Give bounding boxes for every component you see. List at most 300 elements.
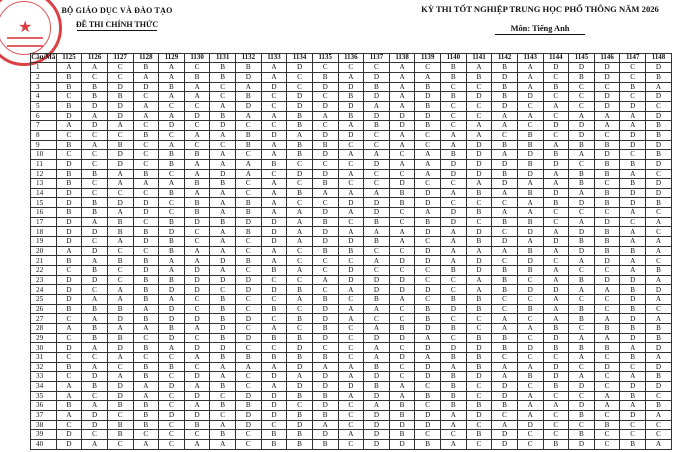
answer-cell: D bbox=[569, 227, 595, 237]
answer-cell: A bbox=[56, 63, 82, 73]
answer-cell: A bbox=[620, 227, 646, 237]
answer-cell: A bbox=[543, 401, 569, 411]
answer-cell: B bbox=[594, 324, 620, 334]
answer-cell: A bbox=[389, 72, 415, 82]
answer-cell: C bbox=[287, 159, 313, 169]
answer-cell: D bbox=[517, 285, 543, 295]
answer-cell: D bbox=[364, 92, 390, 102]
answer-cell: C bbox=[620, 430, 646, 440]
answer-cell: C bbox=[646, 208, 672, 218]
answer-cell: B bbox=[107, 420, 133, 430]
answer-cell: B bbox=[364, 121, 390, 131]
answer-cell: C bbox=[569, 420, 595, 430]
answer-cell: A bbox=[236, 111, 262, 121]
answer-cell: C bbox=[492, 410, 518, 420]
table-row bbox=[31, 381, 672, 391]
answer-cell: D bbox=[56, 111, 82, 121]
answer-cell: B bbox=[543, 82, 569, 92]
answer-cell: A bbox=[312, 420, 338, 430]
answer-cell: C bbox=[543, 391, 569, 401]
answer-cell: D bbox=[389, 285, 415, 295]
table-row bbox=[31, 439, 672, 449]
answer-cell: D bbox=[261, 227, 287, 237]
answer-cell: D bbox=[261, 237, 287, 247]
answer-cell: D bbox=[82, 275, 108, 285]
exam-code-header: 1137 bbox=[364, 54, 390, 63]
answer-cell: A bbox=[492, 111, 518, 121]
answer-cell: D bbox=[646, 63, 672, 73]
answer-cell: C bbox=[107, 246, 133, 256]
answer-cell: C bbox=[338, 333, 364, 343]
table-row bbox=[31, 285, 672, 295]
answer-cell: C bbox=[415, 430, 441, 440]
exam-code-header: 1131 bbox=[210, 54, 236, 63]
answer-cell: A bbox=[543, 101, 569, 111]
answer-cell: C bbox=[107, 362, 133, 372]
answer-cell: A bbox=[261, 72, 287, 82]
answer-cell: C bbox=[543, 92, 569, 102]
table-row bbox=[31, 420, 672, 430]
table-row bbox=[31, 121, 672, 131]
answer-cell: D bbox=[312, 237, 338, 247]
question-number: 21 bbox=[31, 256, 57, 266]
answer-cell: B bbox=[312, 410, 338, 420]
answer-cell: D bbox=[569, 198, 595, 208]
answer-cell: C bbox=[287, 198, 313, 208]
answer-cell: A bbox=[107, 169, 133, 179]
answer-cell: C bbox=[107, 410, 133, 420]
answer-cell: D bbox=[620, 140, 646, 150]
answer-cell: B bbox=[646, 266, 672, 276]
answer-cell: C bbox=[543, 208, 569, 218]
answer-cell: A bbox=[184, 352, 210, 362]
answer-cell: A bbox=[620, 208, 646, 218]
answer-cell: D bbox=[466, 266, 492, 276]
answer-cell: A bbox=[569, 285, 595, 295]
answer-cell: D bbox=[492, 237, 518, 247]
answer-cell: D bbox=[107, 159, 133, 169]
answer-cell: D bbox=[389, 179, 415, 189]
answer-cell: A bbox=[338, 188, 364, 198]
answer-cell: D bbox=[364, 439, 390, 449]
answer-cell: C bbox=[569, 362, 595, 372]
answer-cell: D bbox=[441, 343, 467, 353]
answer-cell: B bbox=[441, 352, 467, 362]
answer-cell: D bbox=[56, 237, 82, 247]
answer-cell: D bbox=[594, 101, 620, 111]
question-number: 14 bbox=[31, 188, 57, 198]
table-row bbox=[31, 237, 672, 247]
answer-cell: B bbox=[236, 256, 262, 266]
answer-cell: B bbox=[261, 304, 287, 314]
answer-cell: C bbox=[56, 130, 82, 140]
answer-cell: A bbox=[184, 82, 210, 92]
answer-cell: C bbox=[287, 72, 313, 82]
answer-cell: C bbox=[261, 295, 287, 305]
answer-cell: A bbox=[210, 439, 236, 449]
exam-code-header: 1130 bbox=[184, 54, 210, 63]
answer-key-table bbox=[30, 53, 672, 450]
answer-cell: C bbox=[261, 275, 287, 285]
answer-cell: D bbox=[594, 63, 620, 73]
answer-cell: C bbox=[543, 72, 569, 82]
answer-cell: A bbox=[517, 82, 543, 92]
answer-cell: C bbox=[184, 63, 210, 73]
answer-cell: D bbox=[261, 217, 287, 227]
answer-cell: C bbox=[159, 169, 185, 179]
answer-cell: A bbox=[82, 140, 108, 150]
answer-cell: B bbox=[133, 256, 159, 266]
answer-cell: B bbox=[594, 343, 620, 353]
answer-cell: B bbox=[569, 169, 595, 179]
answer-cell: B bbox=[441, 266, 467, 276]
answer-cell: A bbox=[646, 246, 672, 256]
answer-cell: B bbox=[107, 304, 133, 314]
answer-cell: A bbox=[364, 324, 390, 334]
answer-cell: C bbox=[569, 266, 595, 276]
question-number: 19 bbox=[31, 237, 57, 247]
answer-cell: A bbox=[389, 140, 415, 150]
answer-cell: D bbox=[312, 401, 338, 411]
answer-cell: A bbox=[159, 343, 185, 353]
answer-cell: A bbox=[594, 111, 620, 121]
answer-cell: C bbox=[82, 285, 108, 295]
answer-cell: B bbox=[133, 362, 159, 372]
answer-cell: D bbox=[364, 208, 390, 218]
answer-cell: C bbox=[389, 217, 415, 227]
answer-cell: C bbox=[441, 198, 467, 208]
answer-cell: A bbox=[107, 179, 133, 189]
answer-cell: B bbox=[646, 121, 672, 131]
answer-cell: A bbox=[364, 227, 390, 237]
answer-cell: D bbox=[646, 92, 672, 102]
answer-cell: A bbox=[210, 101, 236, 111]
exam-code-header: 1145 bbox=[569, 54, 595, 63]
answer-cell: C bbox=[236, 324, 262, 334]
answer-cell: D bbox=[287, 101, 313, 111]
answer-cell: B bbox=[543, 150, 569, 160]
answer-cell: D bbox=[236, 217, 262, 227]
answer-cell: A bbox=[107, 372, 133, 382]
answer-cell: B bbox=[441, 295, 467, 305]
answer-cell: C bbox=[569, 295, 595, 305]
answer-cell: A bbox=[338, 430, 364, 440]
answer-cell: D bbox=[107, 101, 133, 111]
answer-cell: B bbox=[56, 101, 82, 111]
answer-cell: C bbox=[517, 439, 543, 449]
answer-cell: D bbox=[441, 159, 467, 169]
answer-cell: C bbox=[594, 381, 620, 391]
answer-cell: D bbox=[312, 208, 338, 218]
answer-cell: D bbox=[646, 179, 672, 189]
answer-cell: A bbox=[338, 150, 364, 160]
answer-cell: C bbox=[312, 63, 338, 73]
answer-cell: D bbox=[338, 275, 364, 285]
table-row bbox=[31, 275, 672, 285]
answer-cell: C bbox=[312, 121, 338, 131]
answer-cell: D bbox=[56, 217, 82, 227]
answer-cell: C bbox=[287, 401, 313, 411]
answer-cell: A bbox=[159, 63, 185, 73]
answer-cell: D bbox=[364, 198, 390, 208]
answer-cell: D bbox=[82, 410, 108, 420]
question-number: 12 bbox=[31, 169, 57, 179]
answer-cell: B bbox=[159, 246, 185, 256]
answer-cell: C bbox=[594, 430, 620, 440]
answer-cell: B bbox=[646, 401, 672, 411]
answer-cell: D bbox=[107, 381, 133, 391]
answer-cell: C bbox=[466, 198, 492, 208]
answer-cell: D bbox=[184, 343, 210, 353]
answer-cell: D bbox=[415, 111, 441, 121]
answer-cell: B bbox=[82, 381, 108, 391]
answer-cell: A bbox=[543, 179, 569, 189]
question-number: 15 bbox=[31, 198, 57, 208]
answer-cell: A bbox=[441, 227, 467, 237]
answer-cell: C bbox=[466, 82, 492, 92]
answer-cell: D bbox=[415, 410, 441, 420]
answer-cell: C bbox=[620, 217, 646, 227]
answer-cell: D bbox=[594, 275, 620, 285]
answer-cell: D bbox=[184, 266, 210, 276]
answer-cell: A bbox=[646, 217, 672, 227]
answer-cell: C bbox=[389, 208, 415, 218]
answer-cell: A bbox=[441, 237, 467, 247]
answer-cell: A bbox=[159, 140, 185, 150]
answer-cell: A bbox=[338, 121, 364, 131]
answer-cell: A bbox=[466, 63, 492, 73]
answer-cell: C bbox=[82, 188, 108, 198]
answer-cell: D bbox=[569, 121, 595, 131]
answer-cell: D bbox=[159, 410, 185, 420]
answer-cell: D bbox=[236, 275, 262, 285]
answer-cell: C bbox=[338, 420, 364, 430]
answer-cell: A bbox=[159, 92, 185, 102]
answer-cell: B bbox=[517, 266, 543, 276]
answer-cell: D bbox=[646, 188, 672, 198]
answer-cell: B bbox=[287, 140, 313, 150]
answer-cell: A bbox=[287, 227, 313, 237]
answer-cell: D bbox=[338, 237, 364, 247]
answer-cell: A bbox=[620, 401, 646, 411]
answer-cell: B bbox=[56, 72, 82, 82]
answer-cell: B bbox=[56, 140, 82, 150]
answer-cell: A bbox=[569, 217, 595, 227]
answer-cell: D bbox=[287, 92, 313, 102]
answer-cell: C bbox=[184, 101, 210, 111]
answer-cell: D bbox=[543, 159, 569, 169]
answer-cell: A bbox=[646, 439, 672, 449]
answer-cell: B bbox=[159, 362, 185, 372]
answer-cell: B bbox=[261, 352, 287, 362]
answer-cell: D bbox=[441, 169, 467, 179]
question-number: 3 bbox=[31, 82, 57, 92]
answer-cell: C bbox=[261, 343, 287, 353]
answer-cell: C bbox=[389, 150, 415, 160]
answer-cell: C bbox=[594, 410, 620, 420]
answer-cell: C bbox=[441, 333, 467, 343]
answer-cell: D bbox=[184, 111, 210, 121]
answer-cell: B bbox=[133, 130, 159, 140]
answer-cell: D bbox=[312, 314, 338, 324]
answer-cell: B bbox=[415, 391, 441, 401]
answer-cell: A bbox=[261, 179, 287, 189]
answer-cell: C bbox=[543, 430, 569, 440]
answer-cell: B bbox=[287, 121, 313, 131]
table-row bbox=[31, 179, 672, 189]
answer-cell: A bbox=[210, 372, 236, 382]
answer-cell: A bbox=[441, 410, 467, 420]
answer-cell: B bbox=[594, 227, 620, 237]
answer-cell: D bbox=[184, 285, 210, 295]
answer-cell: C bbox=[594, 439, 620, 449]
answer-cell: C bbox=[441, 101, 467, 111]
answer-cell: A bbox=[184, 401, 210, 411]
answer-cell: D bbox=[107, 391, 133, 401]
question-number: 4 bbox=[31, 92, 57, 102]
answer-cell: D bbox=[312, 169, 338, 179]
issuer-name: BỘ GIÁO DỤC VÀ ĐÀO TẠO bbox=[61, 6, 173, 15]
answer-cell: A bbox=[517, 63, 543, 73]
answer-cell: C bbox=[107, 63, 133, 73]
answer-cell: B bbox=[364, 381, 390, 391]
answer-cell: B bbox=[210, 352, 236, 362]
question-number: 40 bbox=[31, 439, 57, 449]
answer-cell: D bbox=[82, 246, 108, 256]
table-row bbox=[31, 217, 672, 227]
answer-cell: B bbox=[364, 237, 390, 247]
answer-cell: B bbox=[287, 333, 313, 343]
answer-cell: C bbox=[56, 352, 82, 362]
answer-cell: D bbox=[261, 391, 287, 401]
answer-cell: C bbox=[594, 179, 620, 189]
answer-cell: A bbox=[184, 92, 210, 102]
answer-cell: D bbox=[646, 362, 672, 372]
answer-cell: A bbox=[492, 208, 518, 218]
answer-cell: D bbox=[492, 72, 518, 82]
answer-cell: B bbox=[543, 198, 569, 208]
answer-cell: C bbox=[133, 430, 159, 440]
question-number: 10 bbox=[31, 150, 57, 160]
answer-cell: C bbox=[184, 362, 210, 372]
table-row bbox=[31, 430, 672, 440]
answer-cell: B bbox=[133, 169, 159, 179]
answer-cell: A bbox=[261, 111, 287, 121]
answer-cell: A bbox=[107, 208, 133, 218]
answer-cell: A bbox=[569, 333, 595, 343]
answer-cell: C bbox=[364, 314, 390, 324]
answer-cell: D bbox=[415, 324, 441, 334]
table-row bbox=[31, 266, 672, 276]
answer-cell: B bbox=[56, 256, 82, 266]
table-row bbox=[31, 246, 672, 256]
answer-cell: A bbox=[338, 285, 364, 295]
answer-cell: A bbox=[184, 256, 210, 266]
answer-cell: D bbox=[517, 92, 543, 102]
exam-code-header: 1132 bbox=[236, 54, 262, 63]
answer-cell: D bbox=[133, 266, 159, 276]
answer-cell: D bbox=[312, 372, 338, 382]
answer-cell: B bbox=[492, 82, 518, 92]
answer-cell: C bbox=[620, 150, 646, 160]
answer-cell: C bbox=[210, 140, 236, 150]
answer-cell: A bbox=[210, 420, 236, 430]
answer-cell: D bbox=[338, 198, 364, 208]
answer-cell: D bbox=[56, 430, 82, 440]
answer-cell: A bbox=[517, 410, 543, 420]
answer-cell: D bbox=[364, 72, 390, 82]
answer-cell: B bbox=[133, 275, 159, 285]
answer-cell: B bbox=[184, 198, 210, 208]
answer-cell: A bbox=[415, 169, 441, 179]
answer-cell: D bbox=[312, 381, 338, 391]
answer-cell: C bbox=[441, 179, 467, 189]
answer-cell: A bbox=[133, 101, 159, 111]
answer-cell: B bbox=[210, 333, 236, 343]
answer-cell: D bbox=[594, 150, 620, 160]
answer-cell: A bbox=[56, 391, 82, 401]
answer-cell: D bbox=[56, 188, 82, 198]
question-number: 6 bbox=[31, 111, 57, 121]
answer-cell: C bbox=[620, 420, 646, 430]
answer-cell: B bbox=[415, 101, 441, 111]
answer-cell: B bbox=[620, 439, 646, 449]
answer-cell: B bbox=[107, 92, 133, 102]
answer-cell: D bbox=[56, 198, 82, 208]
table-row bbox=[31, 324, 672, 334]
answer-cell: A bbox=[620, 111, 646, 121]
answer-cell: B bbox=[236, 352, 262, 362]
answer-cell: B bbox=[492, 63, 518, 73]
answer-cell: C bbox=[184, 140, 210, 150]
answer-cell: C bbox=[492, 304, 518, 314]
answer-cell: C bbox=[261, 169, 287, 179]
answer-cell: C bbox=[594, 295, 620, 305]
answer-cell: A bbox=[441, 362, 467, 372]
answer-cell: C bbox=[338, 159, 364, 169]
answer-cell: A bbox=[389, 159, 415, 169]
answer-cell: D bbox=[133, 198, 159, 208]
answer-cell: A bbox=[107, 352, 133, 362]
question-number: 26 bbox=[31, 304, 57, 314]
answer-cell: A bbox=[415, 159, 441, 169]
answer-cell: A bbox=[364, 304, 390, 314]
answer-cell: B bbox=[133, 401, 159, 411]
answer-cell: C bbox=[236, 430, 262, 440]
answer-cell: D bbox=[364, 372, 390, 382]
answer-cell: B bbox=[133, 343, 159, 353]
answer-cell: C bbox=[133, 246, 159, 256]
answer-cell: D bbox=[56, 275, 82, 285]
question-number: 17 bbox=[31, 217, 57, 227]
answer-cell: A bbox=[261, 188, 287, 198]
answer-cell: C bbox=[492, 198, 518, 208]
answer-cell: A bbox=[133, 72, 159, 82]
question-number: 35 bbox=[31, 391, 57, 401]
answer-cell: C bbox=[338, 401, 364, 411]
answer-cell: A bbox=[543, 169, 569, 179]
answer-cell: C bbox=[389, 343, 415, 353]
answer-cell: C bbox=[133, 140, 159, 150]
answer-cell: A bbox=[466, 121, 492, 131]
question-number: 16 bbox=[31, 208, 57, 218]
answer-cell: B bbox=[210, 314, 236, 324]
answer-cell: C bbox=[492, 352, 518, 362]
answer-cell: A bbox=[133, 324, 159, 334]
answer-cell: B bbox=[415, 304, 441, 314]
answer-cell: D bbox=[492, 381, 518, 391]
answer-cell: D bbox=[492, 179, 518, 189]
